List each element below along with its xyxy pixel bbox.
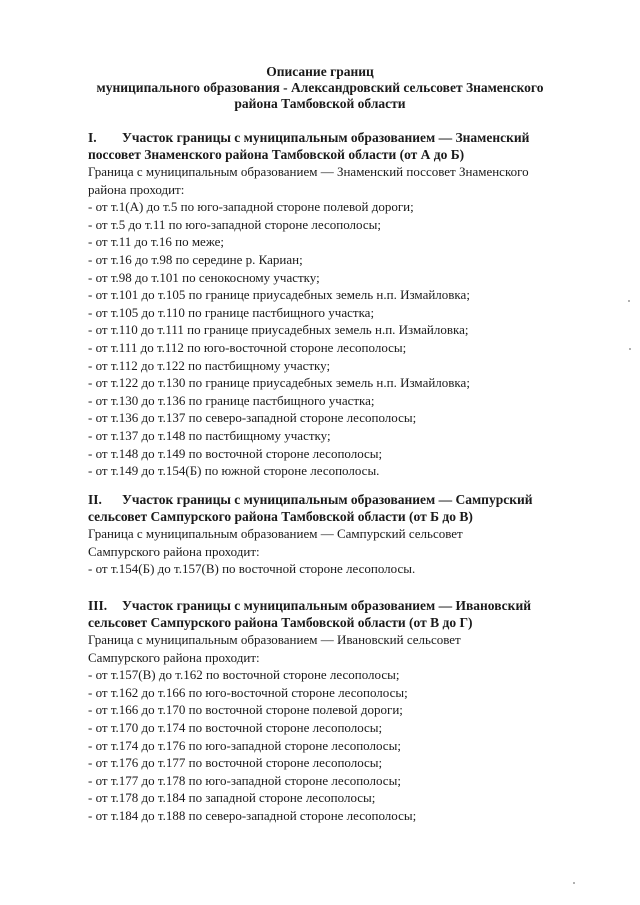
section-1-heading-line-2: поссовет Знаменского района Тамбовской области (от А до Б) xyxy=(88,147,465,162)
list-item: - от т.98 до т.101 по сенокосному участку; xyxy=(88,269,320,285)
list-item: - от т.122 до т.130 по границе приусадебных земель н.п. Измайловка; xyxy=(88,375,470,391)
list-item: - от т.130 до т.136 по границе пастбищного участка; xyxy=(88,392,375,408)
document-title-line-3: района Тамбовской области xyxy=(234,96,406,111)
list-item: - от т.1(А) до т.5 по юго-западной стороне полевой дороги; xyxy=(88,199,414,215)
section-1-intro-line-2: района проходит: xyxy=(88,181,185,197)
section-2-heading-line-1: Участок границы с муниципальным образованием — Сампурский xyxy=(122,492,533,507)
document-title-line-1: Описание границ xyxy=(266,64,374,79)
section-1-intro-line-1: Граница с муниципальным образованием — Знаменский поссовет Знаменского xyxy=(88,164,529,179)
list-item: - от т.11 до т.16 по меже; xyxy=(88,234,225,250)
scan-speck xyxy=(628,300,630,302)
scan-speck xyxy=(629,348,631,350)
section-1-heading xyxy=(88,129,608,146)
section-1 xyxy=(88,129,608,480)
section-2-heading-line-2: сельсовет Сампурского района Тамбовской области (от Б до В) xyxy=(88,509,473,524)
section-3-heading-line-1: Участок границы с муниципальным образованием — Ивановский xyxy=(122,598,532,613)
section-3 xyxy=(88,597,608,825)
list-item: - от т.16 до т.98 по середине р. Кариан; xyxy=(88,251,303,267)
section-1-number: I. xyxy=(88,130,97,145)
scan-speck xyxy=(573,882,575,884)
section-2-intro-line-1: Граница с муниципальным образованием — Сампурский сельсовет xyxy=(88,526,463,541)
list-item: - от т.5 до т.11 по юго-западной стороне лесополосы; xyxy=(88,216,381,232)
list-item: - от т.112 до т.122 по пастбищному участку; xyxy=(88,357,331,373)
section-3-number: III. xyxy=(88,598,108,613)
list-item: - от т.162 до т.166 по юго-восточной стороне лесополосы; xyxy=(88,684,408,700)
section-3-intro-line-1: Граница с муниципальным образованием — Ивановский сельсовет xyxy=(88,632,461,647)
list-item: - от т.174 до т.176 по юго-западной стороне лесополосы; xyxy=(88,737,401,753)
list-item: - от т.136 до т.137 по северо-западной стороне лесополосы; xyxy=(88,410,417,426)
list-item: - от т.105 до т.110 по границе пастбищного участка; xyxy=(88,304,375,320)
list-item: - от т.148 до т.149 по восточной стороне лесополосы; xyxy=(88,445,383,461)
list-item: - от т.176 до т.177 по восточной стороне лесополосы; xyxy=(88,755,383,771)
list-item: - от т.149 до т.154(Б) по южной стороне лесополосы. xyxy=(88,463,380,479)
section-2 xyxy=(88,491,608,578)
list-item: - от т.111 до т.112 по юго-восточной стороне лесополосы; xyxy=(88,339,407,355)
section-3-intro-line-2: Сампурского района проходит: xyxy=(88,649,260,665)
list-item: - от т.170 до т.174 по восточной стороне лесополосы; xyxy=(88,719,383,735)
list-item: - от т.110 до т.111 по границе приусадебных земель н.п. Измайловка; xyxy=(88,322,469,338)
section-3-heading xyxy=(88,597,608,614)
document-title-line-2: муниципального образования - Александровский сельсовет Знаменского xyxy=(96,80,544,95)
list-item: - от т.101 до т.105 по границе приусадебных земель н.п. Измайловка; xyxy=(88,287,470,303)
list-item: - от т.166 до т.170 по восточной стороне полевой дороги; xyxy=(88,702,403,718)
section-2-number: II. xyxy=(88,492,102,507)
section-3-heading-line-2: сельсовет Сампурского района Тамбовской области (от В до Г) xyxy=(88,615,473,630)
list-item: - от т.177 до т.178 по юго-западной стороне лесополосы; xyxy=(88,772,401,788)
list-item: - от т.137 до т.148 по пастбищному участку; xyxy=(88,427,331,443)
list-item: - от т.184 до т.188 по северо-западной стороне лесополосы; xyxy=(88,807,417,823)
section-1-heading-line-1: Участок границы с муниципальным образованием — Знаменский xyxy=(122,130,530,145)
list-item: - от т.154(Б) до т.157(В) по восточной стороне лесополосы. xyxy=(88,561,416,577)
list-item: - от т.157(В) до т.162 по восточной стороне лесополосы; xyxy=(88,667,400,683)
section-2-heading xyxy=(88,491,608,508)
list-item: - от т.178 до т.184 по западной стороне лесополосы; xyxy=(88,790,376,806)
section-2-intro-line-2: Сампурского района проходит: xyxy=(88,543,260,559)
